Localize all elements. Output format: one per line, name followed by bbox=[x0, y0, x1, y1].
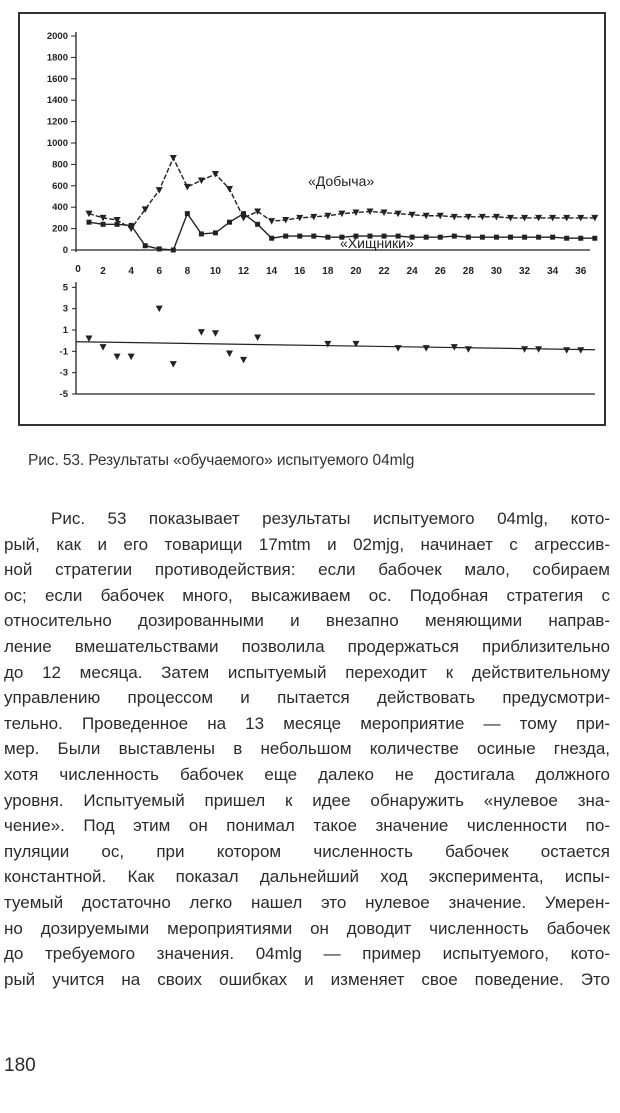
x-tick-label: 18 bbox=[322, 266, 334, 277]
body-line: относительно дозированными и внезапно меняющими направ- bbox=[4, 611, 610, 631]
bottom-y-tick-label: -1 bbox=[59, 346, 68, 358]
predator-point bbox=[424, 235, 429, 240]
body-line: тельно. Проведенное на 13 месяце мероприятие — тому при- bbox=[4, 713, 610, 733]
predator-point bbox=[129, 223, 134, 228]
difference-point bbox=[423, 345, 430, 352]
annotation-predators: «Хищники» bbox=[340, 235, 414, 251]
difference-point bbox=[170, 361, 177, 368]
body-text bbox=[4, 506, 610, 992]
body-line: мер. Были выставлены в небольшом количестве осиные гнезда, bbox=[4, 739, 610, 759]
x-tick-label: 10 bbox=[209, 266, 222, 277]
bottom-panel-points bbox=[86, 306, 585, 368]
predator-point bbox=[171, 248, 176, 253]
x-tick-label: 12 bbox=[237, 266, 250, 277]
x-tick-label: 8 bbox=[184, 266, 191, 277]
prey-point bbox=[198, 177, 205, 184]
x-tick-label: 16 bbox=[294, 266, 306, 277]
body-line: туемый достаточно легко нашел это нулевое значение. Умерен- bbox=[4, 892, 610, 912]
top-y-tick-label: 600 bbox=[52, 180, 68, 192]
predator-point bbox=[325, 235, 330, 240]
predator-point bbox=[199, 231, 204, 236]
predator-point bbox=[157, 246, 162, 251]
difference-point bbox=[128, 354, 135, 361]
predator-point bbox=[185, 211, 190, 216]
difference-point bbox=[563, 347, 570, 354]
prey-point bbox=[212, 171, 219, 178]
predator-point bbox=[452, 234, 457, 239]
x-tick-label: 4 bbox=[128, 266, 134, 277]
difference-point bbox=[86, 336, 93, 343]
bottom-y-tick-label: 1 bbox=[62, 325, 68, 336]
top-y-tick-label: 1000 bbox=[46, 138, 68, 149]
series-line-prey bbox=[89, 158, 595, 229]
body-line: ление вмешательствами позволила продержаться приблизительно bbox=[4, 636, 610, 656]
prey-point bbox=[184, 184, 191, 191]
top-y-tick-label: 800 bbox=[52, 159, 68, 171]
prey-point bbox=[156, 187, 163, 194]
body-line: константной. Как показал дальнейший ход эксперимента, испы- bbox=[4, 867, 610, 887]
top-panel-axes bbox=[47, 31, 590, 256]
x-tick-label: 28 bbox=[462, 266, 474, 277]
difference-point bbox=[254, 334, 261, 341]
predator-point bbox=[592, 236, 597, 241]
predator-point bbox=[101, 222, 106, 227]
predator-point bbox=[269, 236, 274, 241]
x-tick-label: 6 bbox=[156, 266, 163, 277]
x-tick-label: 30 bbox=[490, 266, 503, 277]
x-tick-label: 2 bbox=[100, 266, 106, 277]
annotation-prey: «Добыча» bbox=[308, 173, 375, 189]
body-line: ос; если бабочек много, высаживаем ос. Подобная стратегия с bbox=[4, 585, 610, 605]
prey-point bbox=[226, 186, 233, 193]
predator-point bbox=[522, 235, 527, 240]
difference-point bbox=[100, 344, 107, 351]
predator-point bbox=[255, 222, 260, 227]
chart-svg bbox=[20, 14, 604, 424]
body-line: пуляции ос, при котором численность бабочек остается bbox=[4, 841, 610, 861]
predator-point bbox=[283, 234, 288, 239]
predator-point bbox=[311, 234, 316, 239]
body-line: ной стратегии противодействия: если бабочек мало, собираем bbox=[4, 560, 610, 580]
x-tick-labels bbox=[75, 264, 587, 277]
x-tick-label: 22 bbox=[378, 266, 390, 277]
prey-point bbox=[170, 155, 177, 162]
difference-point bbox=[212, 330, 219, 337]
figure-caption: Рис. 53. Результаты «обучаемого» испытуемого 04mlg bbox=[28, 452, 415, 469]
difference-point bbox=[156, 306, 163, 313]
x-tick-label: 14 bbox=[266, 266, 278, 277]
predator-point bbox=[536, 235, 541, 240]
difference-point bbox=[198, 329, 205, 336]
body-line: рый учится на своих ошибках и изменяет свое поведение. Это bbox=[4, 969, 610, 989]
bottom-y-tick-label: 3 bbox=[62, 303, 68, 315]
top-y-tick-label: 200 bbox=[52, 223, 68, 235]
predator-point bbox=[297, 234, 302, 239]
body-line: Рис. 53 показывает результаты испытуемого 04mlg, кото- bbox=[51, 509, 610, 528]
body-line: управлению процессом и пытается действовать предусмотри- bbox=[4, 688, 610, 708]
predator-point bbox=[213, 230, 218, 235]
predator-point bbox=[115, 222, 120, 227]
top-y-tick-label: 1400 bbox=[46, 95, 68, 107]
bottom-y-tick-label: -5 bbox=[59, 389, 68, 400]
top-y-tick-label: 0 bbox=[62, 245, 68, 256]
predator-point bbox=[438, 235, 443, 240]
top-y-tick-label: 2000 bbox=[46, 31, 68, 42]
body-line: чение». Под этим он понимал такое значение численности по- bbox=[4, 816, 610, 836]
x-tick-label: 36 bbox=[575, 266, 587, 277]
body-line: до требуемого значения. 04mlg — пример испытуемого, кото- bbox=[4, 944, 610, 964]
difference-point bbox=[465, 346, 472, 353]
difference-point bbox=[521, 346, 528, 353]
figure-frame bbox=[18, 12, 606, 426]
difference-point bbox=[577, 347, 584, 354]
top-y-tick-label: 400 bbox=[52, 202, 68, 214]
reference-line bbox=[76, 342, 595, 350]
predator-point bbox=[87, 220, 92, 225]
bottom-y-tick-label: 5 bbox=[62, 282, 68, 294]
predator-point bbox=[508, 235, 513, 240]
x-tick-label: 34 bbox=[547, 266, 559, 277]
x-tick-label: 20 bbox=[350, 266, 362, 277]
predator-point bbox=[564, 236, 569, 241]
body-line: уровня. Испытуемый пришел к идее обнаружить «нулевое зна- bbox=[4, 790, 610, 810]
bottom-y-tick-label: -3 bbox=[59, 367, 68, 379]
body-line: но дозируемыми мероприятиями он доводит численность бабочек bbox=[4, 918, 610, 938]
difference-point bbox=[324, 341, 331, 348]
predator-point bbox=[227, 220, 232, 225]
top-y-tick-label: 1200 bbox=[46, 116, 68, 128]
x-tick-label: 32 bbox=[518, 266, 531, 277]
x-tick-label: 0 bbox=[75, 264, 81, 275]
body-line: до 12 месяца. Затем испытуемый переходит к действительному bbox=[4, 662, 610, 682]
x-tick-label: 24 bbox=[406, 266, 418, 277]
difference-point bbox=[240, 357, 247, 364]
body-line: рый, как и его товарищи 17mtm и 02mjg, начинает с агрессив- bbox=[4, 534, 610, 554]
body-line: хотя численность бабочек еще далеко не достигала должного bbox=[4, 764, 610, 784]
predator-point bbox=[550, 235, 555, 240]
top-y-tick-label: 1600 bbox=[46, 73, 68, 85]
predator-point bbox=[494, 235, 499, 240]
difference-point bbox=[114, 354, 121, 361]
predator-point bbox=[480, 235, 485, 240]
x-tick-label: 26 bbox=[434, 266, 446, 277]
page-number: 180 bbox=[4, 1055, 36, 1076]
top-y-tick-label: 1800 bbox=[46, 52, 68, 64]
predator-point bbox=[466, 235, 471, 240]
difference-point bbox=[226, 350, 233, 357]
predator-point bbox=[241, 211, 246, 216]
predator-point bbox=[578, 236, 583, 241]
difference-point bbox=[395, 345, 402, 352]
predator-point bbox=[143, 243, 148, 248]
prey-point bbox=[268, 218, 275, 225]
